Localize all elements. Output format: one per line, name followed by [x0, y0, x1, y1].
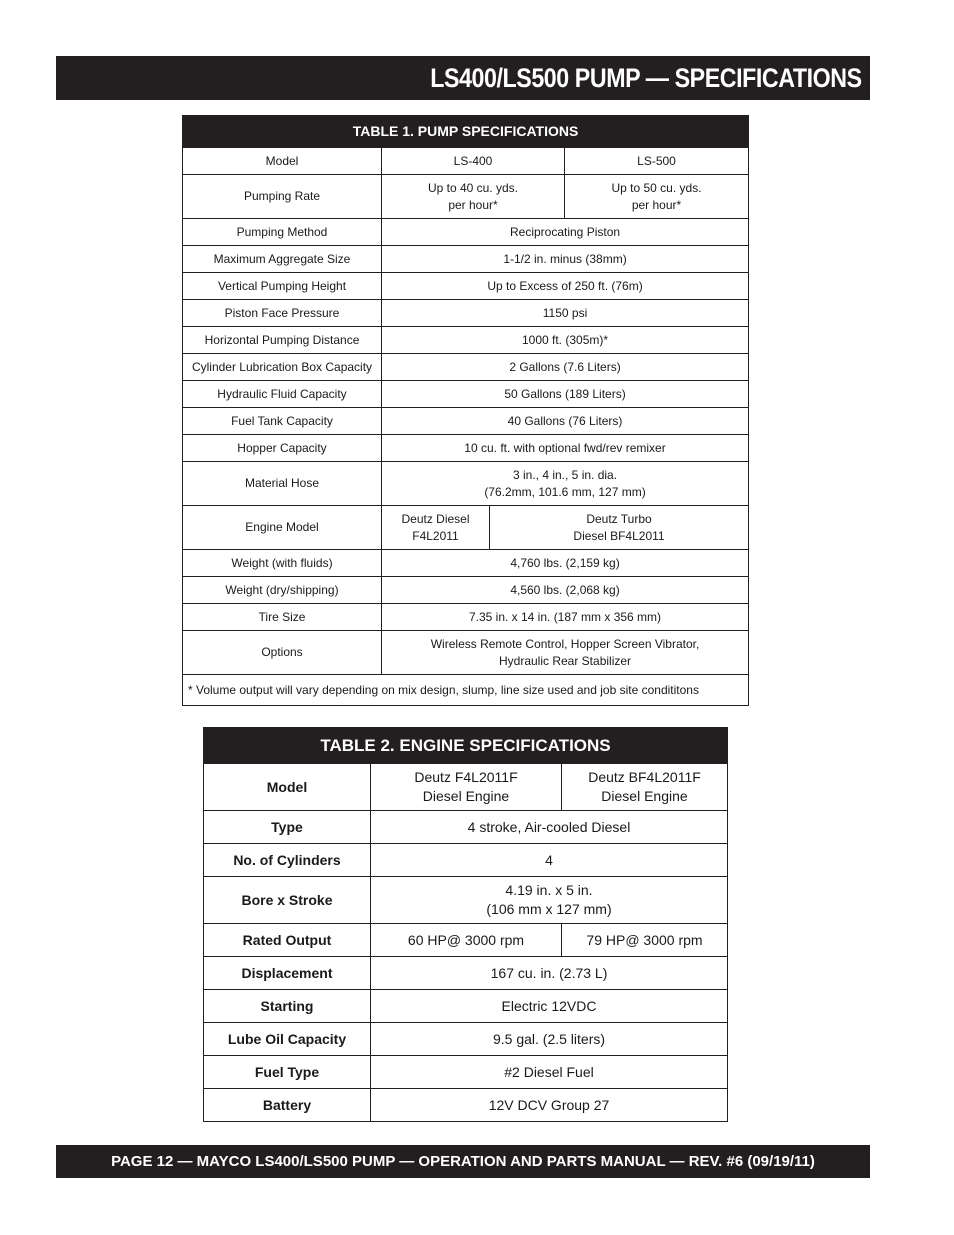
table-row — [204, 1056, 728, 1089]
spec-value: 40 Gallons (76 Liters) — [382, 408, 749, 435]
spec-label: Tire Size — [183, 604, 382, 631]
spec-value: 7.35 in. x 14 in. (187 mm x 356 mm) — [382, 604, 749, 631]
spec-value-line: Deutz Turbo — [586, 511, 652, 526]
spec-label: Maximum Aggregate Size — [183, 246, 382, 273]
spec-label: Hopper Capacity — [183, 435, 382, 462]
spec-value: 4 — [371, 844, 728, 877]
spec-label: Piston Face Pressure — [183, 300, 382, 327]
spec-value-line: Hydraulic Rear Stabilizer — [498, 653, 632, 668]
spec-label: Horizontal Pumping Distance — [183, 327, 382, 354]
spec-value-text: Up to 40 cu. yds. per hour* — [427, 180, 519, 212]
spec-value-line: (106 mm x 127 mm) — [486, 901, 612, 917]
spec-label: Engine Model — [183, 506, 382, 550]
engine-specifications-table — [203, 727, 728, 1122]
table-row — [183, 435, 749, 462]
spec-value: Up to Excess of 250 ft. (76m) — [382, 273, 749, 300]
spec-label: Type — [204, 811, 371, 844]
spec-label: Hydraulic Fluid Capacity — [183, 381, 382, 408]
table-row — [204, 844, 728, 877]
spec-value: Electric 12VDC — [371, 990, 728, 1023]
table-row — [204, 990, 728, 1023]
table-row — [183, 408, 749, 435]
spec-label: Vertical Pumping Height — [183, 273, 382, 300]
spec-label: Rated Output — [204, 924, 371, 957]
table-row — [183, 327, 749, 354]
pump-specifications-table — [182, 115, 749, 706]
pump-spec-table-title: TABLE 1. PUMP SPECIFICATIONS — [183, 116, 749, 148]
spec-label: Displacement — [204, 957, 371, 990]
spec-value: LS-500 — [565, 148, 749, 175]
table-row — [183, 148, 749, 175]
spec-value — [382, 462, 749, 506]
spec-value: LS-400 — [382, 148, 565, 175]
spec-value-line: Deutz BF4L2011F — [588, 769, 701, 785]
spec-label: Bore x Stroke — [204, 877, 371, 924]
spec-value: 60 HP@ 3000 rpm — [371, 924, 562, 957]
spec-value: 79 HP@ 3000 rpm — [562, 924, 728, 957]
spec-label: Fuel Type — [204, 1056, 371, 1089]
spec-value: 1150 psi — [382, 300, 749, 327]
spec-value: 10 cu. ft. with optional fwd/rev remixer — [382, 435, 749, 462]
spec-value: 4,560 lbs. (2,068 kg) — [382, 577, 749, 604]
table-row — [204, 877, 728, 924]
table-row — [204, 957, 728, 990]
table-row — [183, 604, 749, 631]
spec-value: 167 cu. in. (2.73 L) — [371, 957, 728, 990]
spec-value: 1-1/2 in. minus (38mm) — [382, 246, 749, 273]
spec-value-line: Diesel Engine — [422, 788, 510, 804]
table-footnote: * Volume output will vary depending on mix design, slump, line size used and job site condititons — [183, 675, 749, 706]
table-row — [183, 550, 749, 577]
spec-label: Starting — [204, 990, 371, 1023]
spec-value: 50 Gallons (189 Liters) — [382, 381, 749, 408]
spec-value-line: F4L2011 — [412, 528, 459, 543]
spec-label: Weight (with fluids) — [183, 550, 382, 577]
spec-value-text: Up to 50 cu. yds. per hour* — [611, 180, 702, 212]
page-footer: PAGE 12 — MAYCO LS400/LS500 PUMP — OPERATION AND PARTS MANUAL — REV. #6 (09/19/11) — [111, 1153, 815, 1170]
page-title: LS400/LS500 PUMP — SPECIFICATIONS — [430, 62, 862, 93]
page-footer-bar — [56, 1145, 870, 1178]
spec-value-line: Deutz F4L2011F — [414, 769, 518, 785]
spec-value — [371, 877, 728, 924]
table-row — [204, 1023, 728, 1056]
table-row — [204, 764, 728, 811]
table-row — [183, 381, 749, 408]
table-row — [183, 300, 749, 327]
spec-value-line: Diesel BF4L2011 — [573, 528, 665, 543]
table-row — [183, 631, 749, 675]
spec-label: Pumping Rate — [183, 175, 382, 219]
spec-label: Options — [183, 631, 382, 675]
table-row — [183, 273, 749, 300]
spec-value: 12V DCV Group 27 — [371, 1089, 728, 1122]
table-row — [183, 175, 749, 219]
spec-value — [382, 506, 490, 550]
spec-value: 9.5 gal. (2.5 liters) — [371, 1023, 728, 1056]
spec-value: 4,760 lbs. (2,159 kg) — [382, 550, 749, 577]
spec-value — [371, 764, 562, 811]
page-title-bar — [56, 56, 870, 100]
spec-value: 2 Gallons (7.6 Liters) — [382, 354, 749, 381]
table-row — [183, 506, 749, 550]
spec-label: Battery — [204, 1089, 371, 1122]
spec-value-line: 3 in., 4 in., 5 in. dia. — [512, 467, 618, 482]
spec-label: Pumping Method — [183, 219, 382, 246]
spec-value: 1000 ft. (305m)* — [382, 327, 749, 354]
table-row — [183, 354, 749, 381]
table-row — [183, 577, 749, 604]
spec-value-line: 4.19 in. x 5 in. — [505, 882, 593, 898]
spec-label: Material Hose — [183, 462, 382, 506]
spec-label: Weight (dry/shipping) — [183, 577, 382, 604]
spec-value-line: Deutz Diesel — [401, 511, 470, 526]
spec-label: No. of Cylinders — [204, 844, 371, 877]
spec-value: 4 stroke, Air-cooled Diesel — [371, 811, 728, 844]
engine-spec-table-title: TABLE 2. ENGINE SPECIFICATIONS — [204, 728, 728, 764]
spec-value-line: (76.2mm, 101.6 mm, 127 mm) — [484, 484, 646, 499]
spec-value — [562, 764, 728, 811]
table-row — [183, 219, 749, 246]
spec-value-line: Diesel Engine — [601, 788, 688, 804]
spec-label: Model — [204, 764, 371, 811]
spec-value — [382, 175, 565, 219]
table-row — [183, 246, 749, 273]
table-row — [204, 1089, 728, 1122]
table-row — [204, 811, 728, 844]
spec-label: Fuel Tank Capacity — [183, 408, 382, 435]
table-footnote-row — [183, 675, 749, 706]
spec-value: Reciprocating Piston — [382, 219, 749, 246]
spec-label: Lube Oil Capacity — [204, 1023, 371, 1056]
table-row — [183, 462, 749, 506]
spec-value — [382, 631, 749, 675]
spec-label: Model — [183, 148, 382, 175]
spec-label: Cylinder Lubrication Box Capacity — [183, 354, 382, 381]
spec-value — [565, 175, 749, 219]
spec-value-line: Wireless Remote Control, Hopper Screen Vibrator, — [430, 636, 700, 651]
spec-value: #2 Diesel Fuel — [371, 1056, 728, 1089]
table-row — [204, 924, 728, 957]
spec-value — [490, 506, 749, 550]
